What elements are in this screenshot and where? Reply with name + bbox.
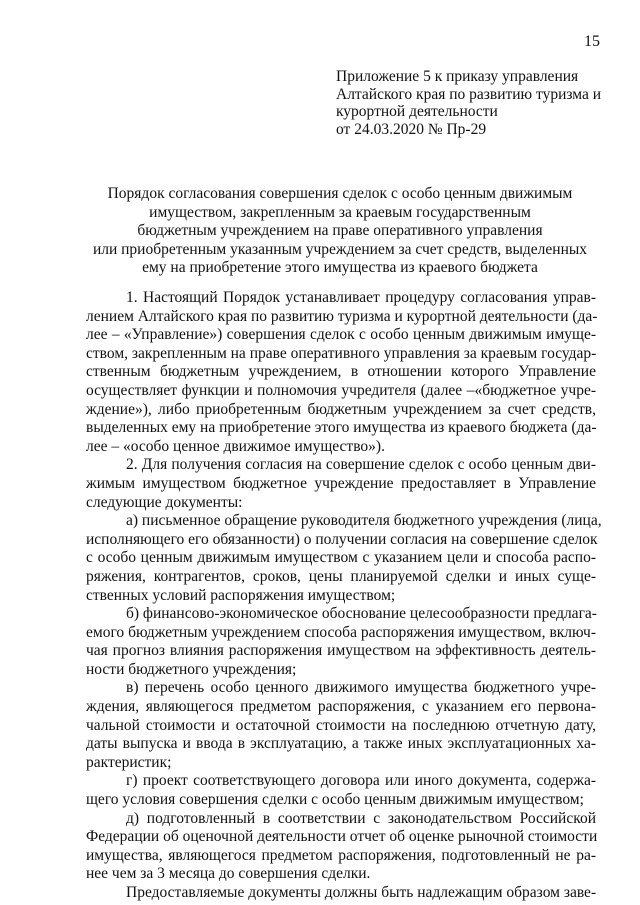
body-line: имущества, являющегося предметом распоряжения, подготовленный не ра- <box>86 846 596 864</box>
body-line: с особо ценным движимым имуществом с указанием цели и способа распо- <box>86 549 596 567</box>
body-line: Предоставляемые документы должны быть надлежащим образом заве- <box>126 884 597 901</box>
body-line: лее – «Управление») совершения сделок с особо ценным движимым имуще- <box>86 326 596 344</box>
title-line: бюджетным учреждением на праве оперативного управления <box>137 222 543 239</box>
body-line: лее – «особо ценное движимое имущество»). <box>86 437 385 455</box>
body-line: Федерации об оценочной деятельности отчет об оценке рыночной стоимости <box>86 828 598 846</box>
title-line: или приобретенным указанным учреждением за счет средств, выделенных <box>92 240 588 258</box>
body-line: емого бюджетным учреждением способа распоряжения имуществом, включ- <box>86 623 596 641</box>
body-line: рактеристик; <box>86 753 172 771</box>
body-line: нее чем за 3 месяца до совершения сделки. <box>86 865 371 883</box>
body-line: щего условия совершения сделки с особо ценным движимым имуществом; <box>86 791 584 809</box>
body-line: 1. Настоящий Порядок устанавливает процедуру согласования управ- <box>126 289 596 306</box>
appendix-header <box>336 68 626 138</box>
body-text <box>86 289 602 903</box>
body-line: д) подготовленный в соответствии с законодательством Российской <box>126 809 596 827</box>
page-number: 15 <box>584 33 600 50</box>
body-line: а) письменное обращение руководителя бюджетного учреждения (лица, <box>126 512 602 530</box>
body-line: жимым имуществом бюджетное учреждение предоставляет в Управление <box>86 474 596 492</box>
title-line: Порядок согласования совершения сделок с особо ценным движимым <box>107 185 573 202</box>
appendix-line: от 24.03.2020 № Пр-29 <box>336 120 487 138</box>
body-line: в) перечень особо ценного движимого имущества бюджетного учре- <box>126 679 596 697</box>
body-line: исполняющего его обязанности) о получении согласия на совершение сделок <box>86 530 598 548</box>
body-line: 2. Для получения согласия на совершение сделок с особо ценным дви- <box>126 456 596 474</box>
body-line: чальной стоимости и остаточной стоимости на последнюю отчетную дату, <box>86 716 596 734</box>
body-line: лением Алтайского края по развитию туризма и курортной деятельности (да- <box>86 307 598 325</box>
body-line: чая прогноз влияния распоряжения имуществом на эффективность деятель- <box>86 642 596 660</box>
title-line: имуществом, закрепленным за краевым государственным <box>149 203 531 221</box>
body-line: ственным бюджетным учреждением, в отношении которого Управление <box>86 363 596 381</box>
body-line: ности бюджетного учреждения; <box>86 660 297 678</box>
title-line: ему на приобретение этого имущества из краевого бюджета <box>142 259 538 276</box>
body-line: ственных условий распоряжения имуществом; <box>86 586 396 604</box>
body-line: ждение»), либо приобретенным бюджетным учреждением за счет средств, <box>86 400 596 418</box>
body-line: г) проект соответствующего договора или иного документа, содержа- <box>126 772 596 790</box>
body-line: ством, закрепленным на праве оперативного управления за краевым государ- <box>86 344 597 362</box>
body-line: б) финансово-экономическое обоснование целесообразности предлага- <box>126 605 597 623</box>
document-title <box>60 185 620 278</box>
appendix-line: Приложение 5 к приказу управления <box>336 68 579 85</box>
body-line: ждения, являющегося предметом распоряжения, с указанием его первона- <box>86 698 596 716</box>
body-line: следующие документы: <box>86 493 243 511</box>
appendix-line: Алтайского края по развитию туризма и <box>336 85 602 103</box>
body-line: осуществляет функции и полномочия учредителя (далее –«бюджетное учре- <box>86 381 596 399</box>
body-line: выделенных ему на приобретение этого имущества из краевого бюджета (да- <box>86 419 597 437</box>
appendix-line: курортной деятельности <box>336 103 498 120</box>
body-line: даты выпуска и ввода в эксплуатацию, а также иных эксплуатационных ха- <box>86 735 596 753</box>
body-line: ряжения, контрагентов, сроков, цены планируемой сделки и иных суще- <box>86 567 596 585</box>
